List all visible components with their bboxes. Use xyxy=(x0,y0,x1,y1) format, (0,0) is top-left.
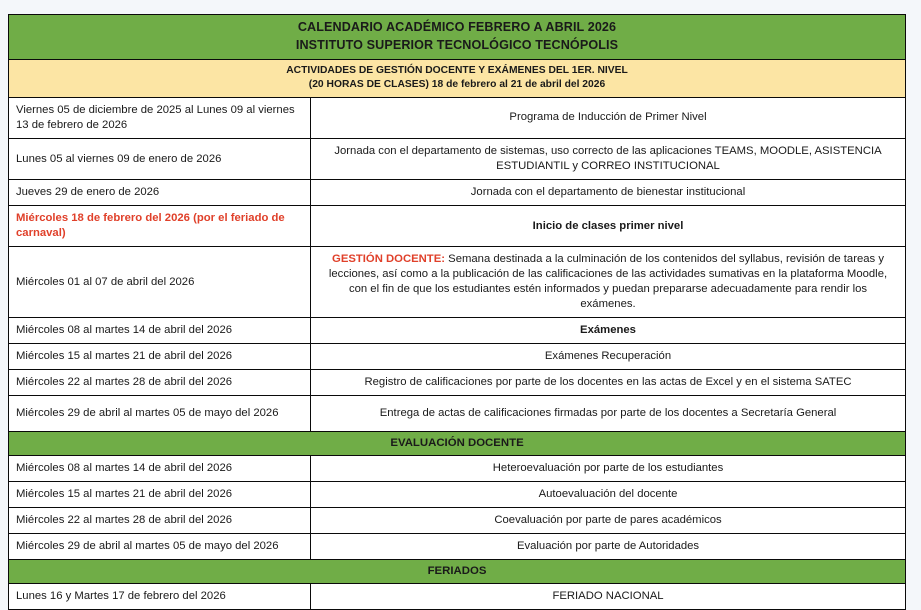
row-activity-cell xyxy=(311,318,906,344)
table-row xyxy=(9,318,906,344)
row-date-text: Miércoles 29 de abril al martes 05 de mayo del 2026 xyxy=(16,407,279,420)
table-row xyxy=(9,482,906,508)
row-activity-cell xyxy=(311,180,906,206)
row-date-cell xyxy=(9,344,311,370)
row-date-text: Miércoles 29 de abril al martes 05 de mayo del 2026 xyxy=(16,540,279,553)
row-date-text: Miércoles 01 al 07 de abril del 2026 xyxy=(16,275,195,288)
row-activity-cell xyxy=(311,370,906,396)
row-activity-text: Coevaluación por parte de pares académicos xyxy=(494,514,722,527)
row-activity-cell xyxy=(311,534,906,560)
row-activity-cell xyxy=(311,139,906,180)
row-date-text: Miércoles 15 al martes 21 de abril del 2026 xyxy=(16,488,233,501)
row-date-cell xyxy=(9,97,311,138)
row-date-text: Miércoles 18 de febrero del 2026 (por el feriado de carnaval) xyxy=(16,212,285,240)
row-date-text: Miércoles 08 al martes 14 de abril del 2026 xyxy=(16,324,233,337)
row-activity-text: Inicio de clases primer nivel xyxy=(532,219,684,232)
section-header-feriados xyxy=(9,560,906,584)
row-activity-cell xyxy=(311,482,906,508)
calendar-sheet xyxy=(8,14,905,610)
document-subtitle-line2: (20 HORAS DE CLASES) 18 de febrero al 21 de abril del 2026 xyxy=(308,79,606,91)
row-date-cell xyxy=(9,534,311,560)
row-date-text: Lunes 05 al viernes 09 de enero de 2026 xyxy=(16,152,222,165)
section-header-evaluacion-docente xyxy=(9,432,906,456)
row-activity-cell xyxy=(311,508,906,534)
row-activity-text: Autoevaluación del docente xyxy=(538,488,678,501)
document-subtitle-line1: ACTIVIDADES DE GESTIÓN DOCENTE Y EXÁMENES DEL 1ER. NIVEL xyxy=(286,64,628,76)
row-activity-cell xyxy=(311,247,906,318)
table-row xyxy=(9,583,906,609)
row-date-cell xyxy=(9,247,311,318)
row-date-text: Viernes 05 de diciembre de 2025 al Lunes 09 al viernes 13 de febrero de 2026 xyxy=(16,103,295,131)
row-date-text: Miércoles 22 al martes 28 de abril del 2026 xyxy=(16,376,233,389)
row-activity-text xyxy=(311,247,905,317)
table-row xyxy=(9,206,906,247)
row-date-cell xyxy=(9,370,311,396)
row-activity-text: Evaluación por parte de Autoridades xyxy=(516,540,700,553)
row-date-cell xyxy=(9,206,311,247)
row-activity-text: Exámenes xyxy=(580,324,636,337)
row-date-text: Miércoles 15 al martes 21 de abril del 2026 xyxy=(16,350,233,363)
row-date-cell xyxy=(9,180,311,206)
row-date-cell xyxy=(9,508,311,534)
academic-calendar-table xyxy=(8,14,906,610)
row-activity-cell xyxy=(311,97,906,138)
gestion-docente-description: Semana destinada a la culminación de los contenidos del syllabus, revisión de tareas y lecciones, así como a la publicación de las calificaciones de las actividades sumativas en la plataforma Moodle, con el fin de que los estudiantes estén informados y puedan prepararse adecuadamente para rendir los exámenes. xyxy=(328,253,888,311)
table-row xyxy=(9,180,906,206)
table-row xyxy=(9,396,906,432)
row-activity-cell xyxy=(311,456,906,482)
row-date-text: Miércoles 08 al martes 14 de abril del 2026 xyxy=(16,462,233,475)
table-row xyxy=(9,534,906,560)
document-title-line2: INSTITUTO SUPERIOR TECNOLÓGICO TECNÓPOLIS xyxy=(295,37,619,52)
section-banner xyxy=(9,432,906,456)
table-row xyxy=(9,508,906,534)
row-date-cell xyxy=(9,318,311,344)
row-date-cell xyxy=(9,396,311,432)
table-row xyxy=(9,456,906,482)
title-banner xyxy=(9,15,906,60)
row-activity-text: Entrega de actas de calificaciones firmadas por parte de los docentes a Secretaría General xyxy=(379,407,837,420)
table-row xyxy=(9,247,906,318)
row-activity-text: Exámenes Recuperación xyxy=(544,350,672,363)
table-row xyxy=(9,344,906,370)
row-date-cell xyxy=(9,139,311,180)
row-activity-text: Programa de Inducción de Primer Nivel xyxy=(509,111,707,124)
table-row xyxy=(9,97,906,138)
document-title-line1: CALENDARIO ACADÉMICO FEBRERO A ABRIL 2026 xyxy=(297,20,617,34)
row-activity-text: FERIADO NACIONAL xyxy=(552,589,664,602)
section-title-text: EVALUACIÓN DOCENTE xyxy=(390,437,524,450)
row-activity-cell xyxy=(311,344,906,370)
gestion-docente-label: GESTIÓN DOCENTE: xyxy=(332,253,446,266)
row-date-cell xyxy=(9,482,311,508)
row-activity-cell xyxy=(311,396,906,432)
row-date-cell xyxy=(9,583,311,609)
table-header-title-row xyxy=(9,15,906,60)
table-row xyxy=(9,139,906,180)
table-subtitle-row xyxy=(9,59,906,97)
row-activity-text: Jornada con el departamento de sistemas, uso correcto de las aplicaciones TEAMS, MOODLE, ASISTENCIA ESTUDIANTIL y CORREO INSTITUCIONAL xyxy=(334,145,882,173)
subtitle-banner xyxy=(9,59,906,97)
section-banner xyxy=(9,560,906,584)
row-activity-cell xyxy=(311,206,906,247)
row-activity-text: Registro de calificaciones por parte de los docentes en las actas de Excel y en el sistema SATEC xyxy=(364,376,852,389)
row-activity-text: Jornada con el departamento de bienestar institucional xyxy=(470,186,746,199)
row-activity-text: Heteroevaluación por parte de los estudiantes xyxy=(492,462,724,475)
section-title-text: FERIADOS xyxy=(427,565,487,578)
row-activity-cell xyxy=(311,583,906,609)
row-date-text: Jueves 29 de enero de 2026 xyxy=(16,186,160,199)
row-date-cell xyxy=(9,456,311,482)
row-date-text: Lunes 16 y Martes 17 de febrero del 2026 xyxy=(16,589,226,602)
row-date-text: Miércoles 22 al martes 28 de abril del 2026 xyxy=(16,514,233,527)
table-row xyxy=(9,370,906,396)
